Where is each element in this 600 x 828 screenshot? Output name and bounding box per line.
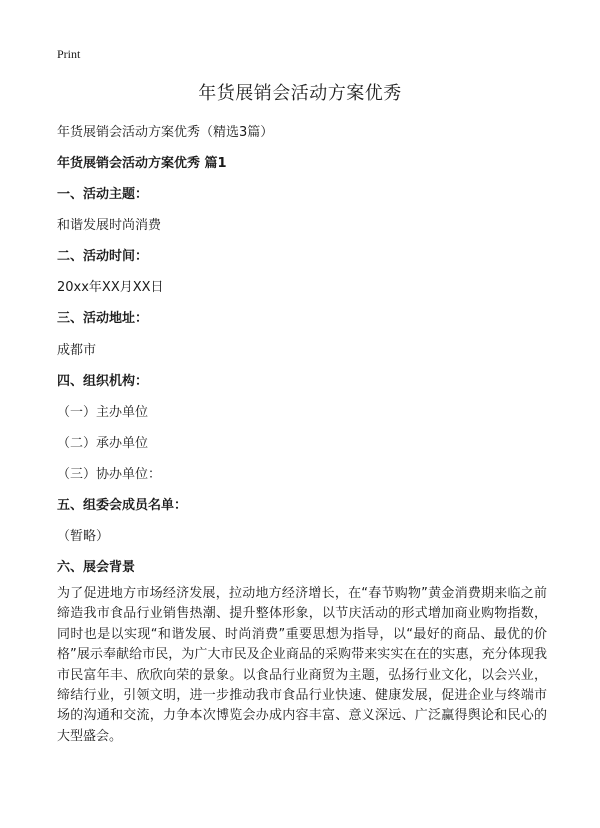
document-subtitle: 年货展销会活动方案优秀（精选3篇） (57, 125, 274, 140)
org-item-host: （一）主办单位 (57, 405, 149, 420)
org-item-organizer: （二）承办单位 (57, 436, 149, 451)
theme-text: 和谐发展时尚消费 (57, 218, 162, 233)
print-label: Print (57, 47, 81, 61)
org-item-co-organizer: （三）协办单位： (57, 467, 162, 482)
place-text: 成都市 (57, 343, 97, 358)
article-heading: 年货展销会活动方案优秀 篇1 (57, 156, 227, 171)
theme-heading: 一、活动主题： (57, 187, 149, 202)
committee-text: （暂略） (57, 529, 110, 544)
place-heading: 三、活动地址： (57, 311, 149, 326)
background-paragraph: 为了促进地方市场经济发展，拉动地方经济增长，在“春节购物”黄金消费期来临之前缔造我市食品行业销售热潮、提升整体形象，以节庆活动的形式增加商业购物指数，同时也是以实现“和谐发展、时尚消费”重要思想为指导，以“最好的商品、最优的价格”展示奉献给市民，为广大市民及企业商品的采购带来实实在在的实惠，充分体现我市民富年丰、欣欣向荣的景象。以食品行业商贸为主题，弘扬行业文化，以会兴业，缔结行业，引领文明，进一步推动我市食品行业快速、健康发展，促进企业与终端市场的沟通和交流，力争本次博览会办成内容丰富、意义深远、广泛赢得舆论和民心的大型盛会。 (57, 586, 547, 744)
committee-heading: 五、组委会成员名单： (57, 498, 188, 513)
time-text: 20xx年XX月XX日 (57, 280, 164, 295)
time-heading: 二、活动时间： (57, 249, 149, 264)
document-title: 年货展销会活动方案优秀 (198, 83, 402, 104)
org-heading: 四、组织机构： (57, 374, 149, 389)
background-heading: 六、展会背景 (57, 560, 136, 575)
